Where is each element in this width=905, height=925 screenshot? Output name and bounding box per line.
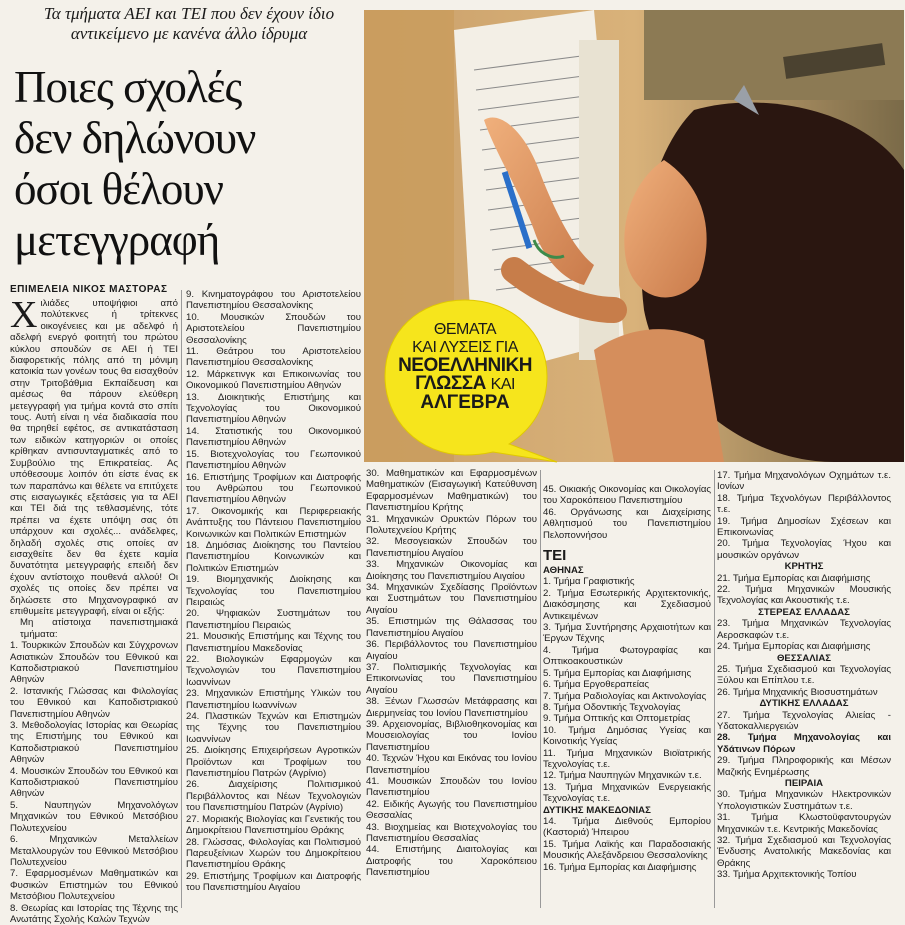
list-item: 1. Τμήμα Γραφιστικής: [543, 576, 635, 588]
list-item: 28. Τμήμα Μηχανολογίας και Υδάτινων Πόρων: [717, 732, 891, 755]
list-item: 32. Μεσογειακών Σπουδών του Πανεπιστημίου Αιγαίου: [366, 536, 537, 559]
column-divider: [181, 290, 182, 908]
list-item: 17. Τμήμα Μηχανολόγων Οχημάτων τ.ε. Ιονίων: [717, 470, 891, 493]
list-item: 10. Μουσικών Σπουδών του Αριστοτελείου Πανεπιστημίου Θεσσαλονίκης: [186, 311, 361, 346]
list-item: 13. Τμήμα Μηχανικών Ενεργειακής Τεχνολογίας τ.ε.: [543, 781, 711, 805]
list-item: 10. Τμήμα Δημόσιας Υγείας και Κοινοτικής Υγείας: [543, 724, 711, 748]
list-item: 46. Οργάνωσης και Διαχείρισης Αθλητισμού του Πανεπιστημίου Πελοποννήσου: [543, 506, 711, 541]
list-item: 23. Μηχανικών Επιστήμης Υλικών του Πανεπιστημίου Ιωαννίνων: [186, 688, 361, 711]
article-headline: [14, 62, 354, 266]
list-item: 29. Επιστήμης Τροφίμων και Διατροφής του Πανεπιστημίου Αιγαίου: [186, 870, 361, 894]
list-item: 5. Ναυπηγών Μηχανολόγων Μηχανικών του Εθνικού Μετσόβιου Πολυτεχνείου: [10, 799, 178, 834]
article-column-2: [186, 289, 361, 894]
list-item: 31. Τμήμα Κλωστοϋφαντουργών Μηχανικών τ.ε. Κεντρικής Μακεδονίας: [717, 812, 891, 835]
list-item: 26. Διαχείρισης Πολιτισμικού Περιβάλλοντος και Νέων Τεχνολογιών του Πανεπιστημίου Πατρών (Αγρίνιο): [186, 779, 361, 814]
promo-badge[interactable]: [381, 296, 559, 464]
list-item: 14. Στατιστικής του Οικονομικού Πανεπιστημίου Αθηνών: [186, 425, 361, 449]
list-item: 28. Γλώσσας, Φιλολογίας και Πολιτισμού Παρευξείνιων Χωρών του Δημοκρίτειου Πανεπιστημίου Θράκης: [186, 836, 361, 871]
badge-line: ΝΕΟΕΛΛΗΝΙΚΗ: [398, 355, 532, 376]
list-item: 22. Τμήμα Μηχανικών Μουσικής Τεχνολογίας και Ακουστικής τ.ε.: [717, 584, 891, 607]
list-item: 3. Τμήμα Συντήρησης Αρχαιοτήτων και Έργων Τέχνης: [543, 622, 711, 645]
list-item: 26. Τμήμα Μηχανικής Βιοσυστημάτων: [717, 686, 878, 698]
list-item: 6. Μηχανικών Μεταλλείων Μεταλλουργών του Εθνικού Μετσόβιου Πολυτεχνείου: [10, 834, 178, 868]
list-item: 37. Πολιτισμικής Τεχνολογίας και Επικοινωνίας του Πανεπιστημίου Αιγαίου: [366, 661, 537, 696]
headline-line: δεν δηλώνουν: [14, 113, 256, 163]
list-item: 18. Δημόσιας Διοίκησης του Παντείου Πανεπιστημίου Κοινωνικών και Πολιτικών Επιστημών: [186, 539, 361, 574]
list-item: 43. Βιοχημείας και Βιοτεχνολογίας του Πανεπιστημίου Θεσσαλίας: [366, 821, 537, 844]
list-item: 13. Διοικητικής Επιστήμης και Τεχνολογίας του Οικονομικού Πανεπιστημίου Αθηνών: [186, 391, 361, 426]
list-item: 11. Θεάτρου του Αριστοτελείου Πανεπιστημίου Θεσσαλονίκης: [186, 346, 361, 369]
list-item: 2. Τμήμα Εσωτερικής Αρχιτεκτονικής, Διακόσμησης και Σχεδιασμού Αντικειμένων: [543, 587, 711, 622]
list-item: 25. Τμήμα Σχεδιασμού και Τεχνολογίας Ξύλου και Επίπλου τ.ε.: [717, 663, 891, 687]
list-item: 8. Τμήμα Οδοντικής Τεχνολογίας: [543, 701, 681, 713]
list-item: 9. Τμήμα Οπτικής και Οπτομετρίας: [543, 713, 691, 725]
list-item: 9. Κινηματογράφου του Αριστοτελείου Πανεπιστημίου Θεσσαλονίκης: [186, 289, 361, 312]
promo-badge-text: [381, 321, 549, 412]
list-item: 41. Μουσικών Σπουδών του Ιονίου Πανεπιστημίου: [366, 775, 537, 799]
list-item: 23. Τμήμα Μηχανικών Τεχνολογίας Αεροσκαφών τ.ε.: [717, 618, 891, 641]
list-item: 20. Ψηφιακών Συστημάτων του Πανεπιστημίου Πειραιώς: [186, 608, 361, 631]
badge-line: ΑΛΓΕΒΡΑ: [420, 392, 510, 413]
badge-word: ΓΛΩΣΣΑ: [415, 373, 486, 394]
drop-cap: Χ: [10, 294, 38, 336]
list-item: 19. Βιομηχανικής Διοίκησης και Τεχνολογίας του Πανεπιστημίου Πειραιώς: [186, 574, 361, 608]
list-item: 33. Τμήμα Αρχιτεκτονικής Τοπίου: [717, 869, 857, 881]
list-item: 6. Τμήμα Εργοθεραπείας: [543, 679, 650, 691]
list-item: 45. Οικιακής Οικονομίας και Οικολογίας του Χαροκόπειου Πανεπιστημίου: [543, 484, 711, 507]
list-item: 14. Τμήμα Διεθνούς Εμπορίου (Καστοριά) Ήπειρου: [543, 815, 711, 839]
list-item: 24. Τμήμα Εμπορίας και Διαφήμισης: [717, 641, 871, 653]
article-column-4: [543, 484, 711, 873]
list-item: 3. Μεθοδολογίας Ιστορίας και Θεωρίας της Επιστήμης του Εθνικού και Καποδιστριακού Πανεπιστημίου Αθηνών: [10, 720, 178, 766]
region-header: ΔΥΤΙΚΗΣ ΕΛΛΑΔΑΣ: [759, 698, 849, 710]
article-kicker: Τα τμήματα ΑΕΙ και ΤΕΙ που δεν έχουν ίδιο αντικείμενο με κανένα άλλο ίδρυμα: [43, 4, 335, 43]
list-item: 33. Μηχανικών Οικονομίας και Διοίκησης του Πανεπιστημίου Αιγαίου: [366, 559, 537, 582]
article-column-1: [10, 294, 178, 925]
section-title-tei: ΤΕΙ: [543, 547, 567, 565]
list-item: 22. Βιολογικών Εφαρμογών και Τεχνολογιών του Πανεπιστημίου Ιωαννίνων: [186, 654, 361, 688]
list-item: 42. Ειδικής Αγωγής του Πανεπιστημίου Θεσσαλίας: [366, 798, 537, 822]
region-header: ΚΡΗΤΗΣ: [784, 561, 824, 573]
list-item: 21. Μουσικής Επιστήμης και Τέχνης του Πανεπιστημίου Μακεδονίας: [186, 631, 361, 654]
list-item: 11. Τμήμα Μηχανικών Βιοϊατρικής Τεχνολογίας τ.ε.: [543, 747, 711, 770]
list-item: 1. Τουρκικών Σπουδών και Σύγχρονων Ασιατικών Σπουδών του Εθνικού και Καποδιστριακού Πανεπιστημίου Αθηνών: [10, 640, 178, 686]
article-column-5: [717, 470, 891, 881]
badge-word: ΚΑΙ: [490, 376, 515, 393]
list-item: 16. Επιστήμης Τροφίμων και Διατροφής του Ανθρώπου του Γεωπονικού Πανεπιστημίου Αθηνών: [186, 471, 361, 506]
region-header: ΔΥΤΙΚΗΣ ΜΑΚΕΔΟΝΙΑΣ: [543, 804, 651, 816]
list-item: 7. Εφαρμοσμένων Μαθηματικών και Φυσικών Επιστημών του Εθνικού Μετσόβιου Πολυτεχνείου: [10, 868, 178, 903]
list-item: 2. Ιστανικής Γλώσσας και Φιλολογίας του Εθνικού και Καποδιστριακού Πανεπιστημίου Αθηνών: [10, 685, 178, 720]
list-item: 39. Αρχειονομίας, Βιβλιοθηκονομίας και Μουσειολογίας του Ιονίου Πανεπιστημίου: [366, 718, 537, 753]
article-column-3: [366, 468, 537, 879]
list-item: 44. Επιστήμης Διαιτολογίας και Διατροφής του Χαροκόπειου Πανεπιστημίου: [366, 844, 537, 879]
list-item: 5. Τμήμα Εμπορίας και Διαφήμισης: [543, 667, 692, 679]
list-item: 34. Μηχανικών Σχεδίασης Προϊόντων και Συστημάτων του Πανεπιστημίου Αιγαίου: [366, 582, 537, 616]
list-item: 4. Τμήμα Φωτογραφίας και Οπτικοακουστικών: [543, 644, 711, 668]
intro-text: ιλιάδες υποψήφιοι από πολύτεκνες ή τρίτεκνες οικογένειες και με αδελφό ή αδελφή ενεργό φοιτητή του πρώτου κύκλου σπουδών σε ΑΕΙ ή ΤΕΙ διαφορετικής πόλης από τη μόνιμη κατοικία των γονέων τους θα εισαχθούν στην Τριτοβάθμια Εκπαίδευση και αμέσως θα πάρουν ελεύθερη μετεγγραφή για τμήμα κοντά στο σπίτι τους. Αυτή είναι η νέα διαδικασία που θα τηρηθεί εφέτος, σε αντικατάσταση των ειδικών κατηγοριών οι οποίες κρίθηκαν αντισυνταγματικές από το Συμβούλιο της Επικρατείας. Ας υπόθεσουμε λοιπόν ότι είστε ένας εκ των παραπάνω και θέλετε να επιτύχετε στις εισαγωγικές εξετάσεις για τα ΑΕΙ και ΤΕΙ διά της τεθλασμένης, τότε πρέπει να έχετε υπόψη σας ότι υπάρχουν και σχολές... ανάδελφες, δηλαδή σχολές στις οποίες αν εισαχθείτε δεν θα έχετε καμία δυνατότητα μετεγγραφής επειδή δεν έχουν αντίστοιχο πουθενά αλλού! Οι σχολές τις οποίες δεν πρέπει να δηλώσετε στο Μηχανογραφικό αν επιθυμείτε μετεγγραφή, είναι οι εξής:: [10, 298, 178, 617]
list-item: 12. Τμήμα Ναυπηγών Μηχανικών τ.ε.: [543, 770, 702, 782]
list-item: 7. Τμήμα Ραδιολογίας και Ακτινολογίας: [543, 690, 707, 702]
list-item: 38. Ξένων Γλωσσών Μετάφρασης και Διερμηνείας του Ιονίου Πανεπιστημίου: [366, 696, 537, 719]
column-divider: [714, 470, 715, 908]
list-item: 25. Διοίκησης Επιχειρήσεων Αγροτικών Προϊόντων και Τροφίμων του Πανεπιστημίου Πατρών (Αγρίνιο): [186, 745, 361, 780]
list-item: 35. Επιστημών της Θάλασσας του Πανεπιστημίου Αιγαίου: [366, 616, 537, 639]
list-item: 27. Μοριακής Βιολογίας και Γενετικής του Δημοκρίτειου Πανεπιστημίου Θράκης: [186, 813, 361, 837]
list-item: 15. Βιοτεχνολογίας του Γεωπονικού Πανεπιστημίου Αθηνών: [186, 448, 361, 472]
list-item: 12. Μάρκετινγκ και Επικοινωνίας του Οικονομικού Πανεπιστημίου Αθηνών: [186, 368, 361, 392]
region-header: ΑΘΗΝΑΣ: [543, 565, 584, 577]
region-header: ΘΕΣΣΑΛΙΑΣ: [776, 652, 832, 664]
list-subhead: Μη ατίστοιχα πανεπιστημιακά τμήματα:: [20, 617, 178, 640]
byline: ΕΠΙΜΕΛΕΙΑ ΝΙΚΟΣ ΜΑΣΤΟΡΑΣ: [10, 284, 168, 295]
intro-paragraph: [10, 294, 178, 617]
list-item: 30. Τμήμα Μηχανικών Ηλεκτρονικών Υπολογιστικών Συστημάτων τ.ε.: [717, 789, 891, 812]
badge-line: ΘΕΜΑΤΑ: [433, 321, 497, 338]
badge-line: ΚΑΙ ΛΥΣΕΙΣ ΓΙΑ: [412, 339, 518, 356]
headline-line: μετεγγραφή: [14, 215, 220, 265]
list-item: 19. Τμήμα Δημοσίων Σχέσεων και Επικοινωνίας: [717, 515, 891, 539]
list-item: 30. Μαθηματικών και Εφαρμοσμένων Μαθηματικών (Εισαγωγική Κατεύθυνση Εφαρμοσμένων Μαθηματικών) του Πανεπιστημίου Κρήτης: [366, 468, 537, 514]
list-item: 31. Μηχανικών Ορυκτών Πόρων του Πολυτεχνείου Κρήτης: [366, 513, 537, 537]
list-item: 17. Οικονομικής και Περιφερειακής Ανάπτυξης του Πάντειου Πανεπιστημίου Κοινωνικών και Πολιτικών Επιστημών: [186, 505, 361, 540]
region-header: ΣΤΕΡΕΑΣ ΕΛΛΑΔΑΣ: [758, 606, 850, 618]
list-item: 16. Τμήμα Εμπορίας και Διαφήμισης: [543, 861, 697, 873]
list-item: 29. Τμήμα Πληροφορικής και Μέσων Μαζικής Ενημέρωσης: [717, 755, 891, 778]
column-divider: [540, 470, 541, 908]
list-item: 21. Τμήμα Εμπορίας και Διαφήμισης: [717, 572, 871, 584]
region-header: ΠΕΙΡΑΙΑ: [784, 777, 824, 789]
list-item: 18. Τμήμα Τεχνολόγων Περιβάλλοντος τ.ε.: [717, 492, 891, 516]
list-item: 32. Τμήμα Σχεδιασμού και Τεχνολογίας Ένδυσης Ανατολικής Μακεδονίας και Θράκης: [717, 835, 891, 869]
list-item: 4. Μουσικών Σπουδών του Εθνικού και Καποδιστριακού Πανεπιστημίου Αθηνών: [10, 765, 178, 800]
list-item: 15. Τμήμα Λαϊκής και Παραδοσιακής Μουσικής Αλεξάνδρειου Θεσσαλονίκης: [543, 838, 711, 862]
list-item: 27. Τμήμα Τεχνολογίας Αλιείας - Υδατοκαλλιεργειών: [717, 709, 891, 732]
list-item: 8. Θεωρίας και Ιστορίας της Τέχνης της Ανωτάτης Σχολής Καλών Τεχνών: [10, 902, 178, 925]
headline-line: Ποιες σχολές: [14, 62, 242, 112]
headline-line: όσοι θέλουν: [14, 164, 224, 214]
list-item: 36. Περιβάλλοντος του Πανεπιστημίου Αιγαίου: [366, 639, 537, 662]
list-item: 24. Πλαστικών Τεχνών και Επιστημών της Τέχνης του Πανεπιστημίου Ιωαννίνων: [186, 711, 361, 745]
list-item: 20. Τμήμα Τεχνολογίας Ήχου και μουσικών οργάνων: [717, 538, 891, 561]
list-item: 40. Τεχνών Ήχου και Εικόνας του Ιονίου Πανεπιστημίου: [366, 753, 537, 776]
